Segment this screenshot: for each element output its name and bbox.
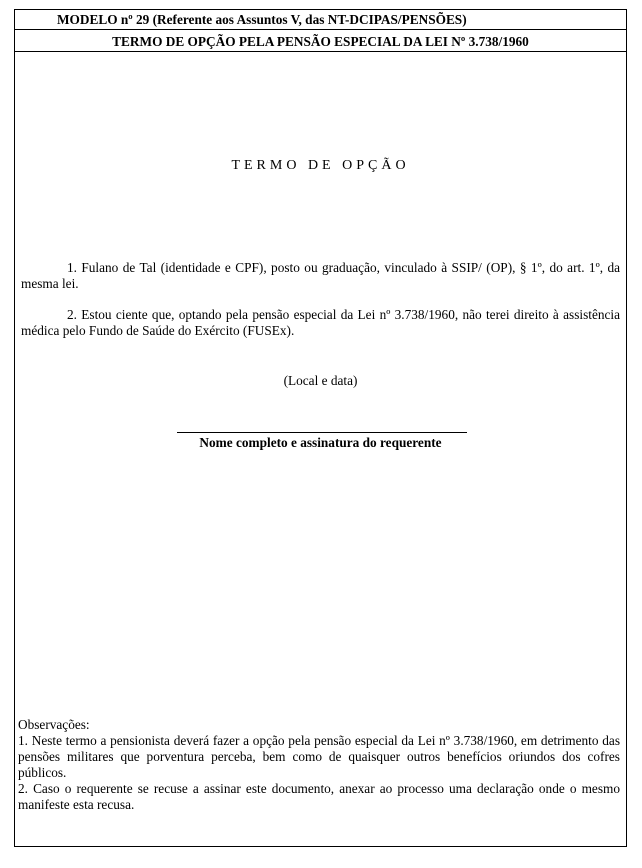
model-header: MODELO nº 29 (Referente aos Assuntos V, das NT-DCIPAS/PENSÕES) <box>15 10 626 30</box>
paragraph-2 <box>21 307 620 339</box>
term-title: TERMO DE OPÇÃO <box>231 158 410 173</box>
paragraph-2-text: 2. Estou ciente que, optando pela pensão especial da Lei nº 3.738/1960, não terei direito à assistência médica pelo Fundo de Saúde do Exército (FUSEx). <box>21 307 620 338</box>
document-frame <box>14 9 627 847</box>
observation-item-1: 1. Neste termo a pensionista deverá fazer a opção pela pensão especial da Lei nº 3.738/1960, em detrimento das pensões militares que porventura perceba, bem como de quaisquer outros benefícios oriundos dos cofres públicos. <box>18 733 620 780</box>
document-subtitle: TERMO DE OPÇÃO PELA PENSÃO ESPECIAL DA LEI Nº 3.738/1960 <box>15 30 626 52</box>
paragraph-1-text: 1. Fulano de Tal (identidade e CPF), posto ou graduação, vinculado à SSIP/ (OP), § 1º, do art. 1º, da mesma lei. <box>21 260 620 291</box>
observation-item-2: 2. Caso o requerente se recuse a assinar este documento, anexar ao processo uma declaração onde o mesmo manifeste esta recusa. <box>18 781 620 812</box>
local-and-date: (Local e data) <box>283 373 358 388</box>
signature-label: Nome completo e assinatura do requerente <box>199 435 442 450</box>
paragraph-1 <box>21 260 620 292</box>
signature-line <box>177 432 467 433</box>
observations <box>18 717 620 813</box>
observations-heading: Observações: <box>18 717 90 732</box>
